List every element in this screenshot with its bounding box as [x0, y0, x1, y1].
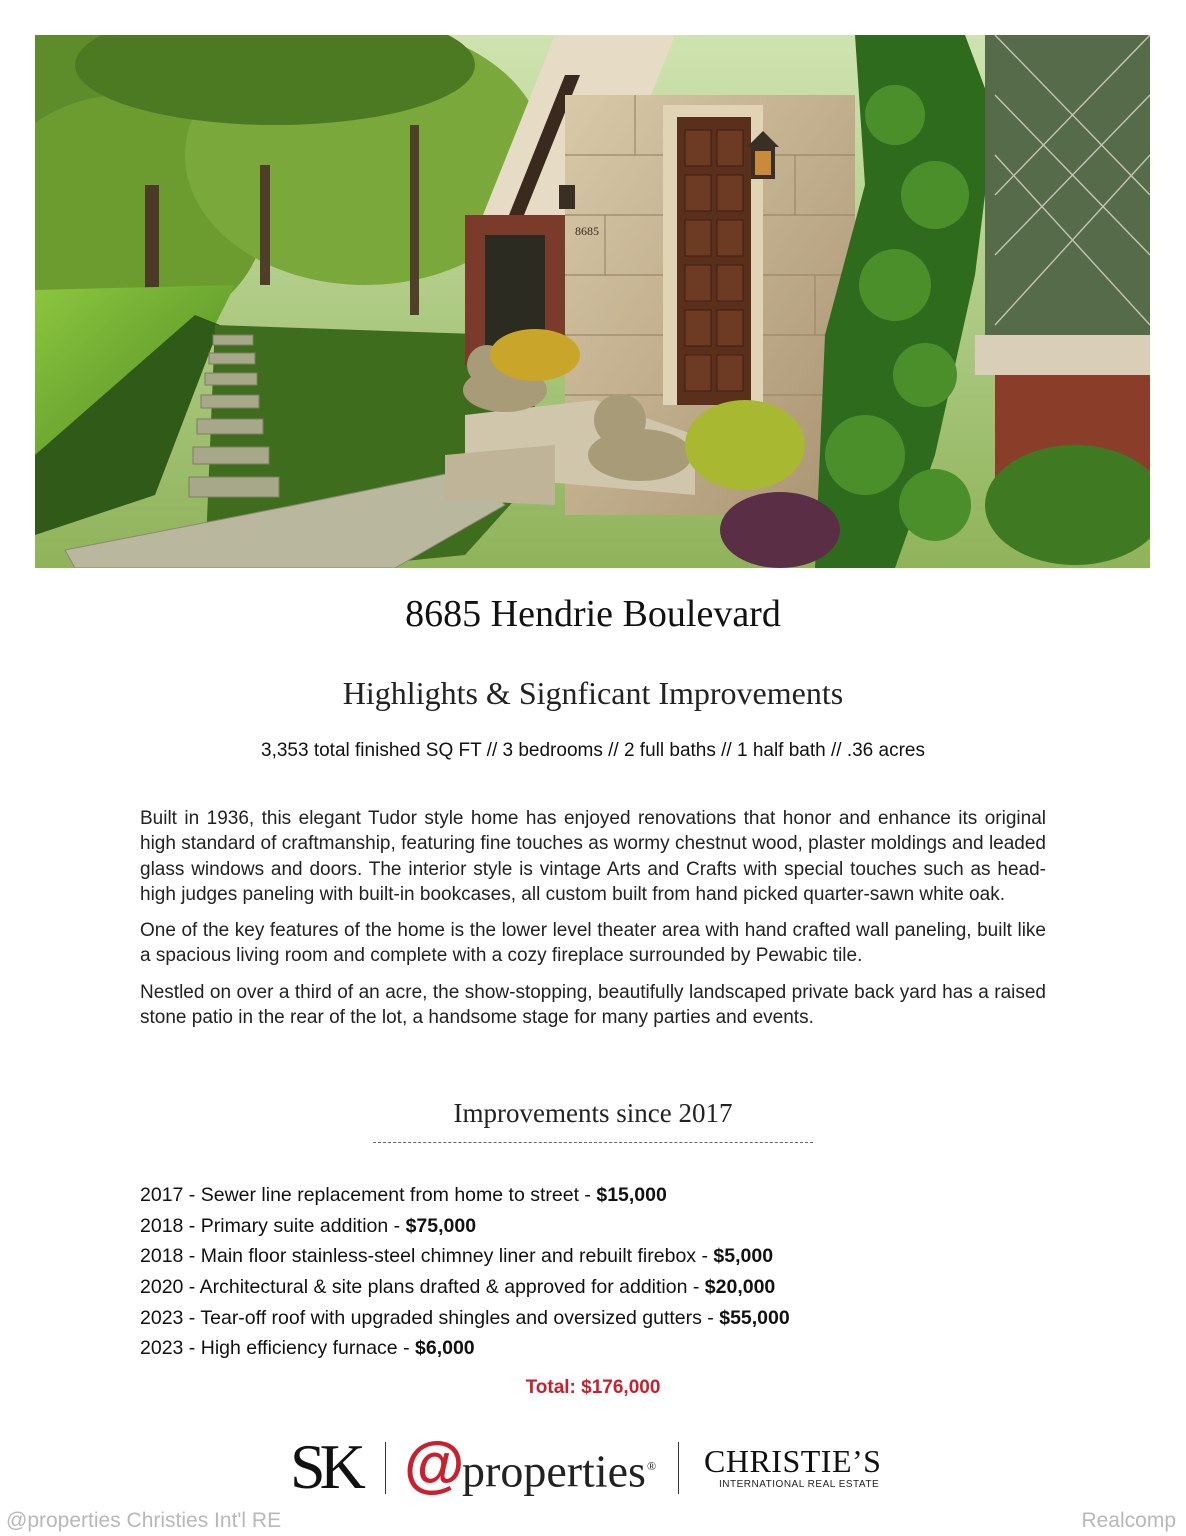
improvement-item: 2023 - High efficiency furnace - $6,000: [140, 1337, 475, 1360]
improvements-title: Improvements since 2017: [453, 1098, 733, 1128]
dashed-divider: [373, 1142, 813, 1143]
improvement-item: 2018 - Main floor stainless-steel chimney liner and rebuilt firebox - $5,000: [140, 1245, 774, 1268]
property-stats: 3,353 total finished SQ FT // 3 bedrooms // 2 full baths // 1 half bath // .36 acres: [261, 740, 925, 761]
improvements-list: [140, 1180, 1040, 1364]
watermark-right: Realcomp: [1081, 1509, 1176, 1532]
description-paragraph: Nestled on over a third of an acre, the show-stopping, beautifully landscaped private back yard has a raised stone patio in the rear of the lot, a handsome stage for many parties and events.: [140, 981, 1046, 1029]
property-title: 8685 Hendrie Boulevard: [405, 593, 781, 635]
description-paragraph: One of the key features of the home is the lower level theater area with hand crafted wall paneling, built like a spacious living room and complete with a cozy fireplace surrounded by Pewabic tile.: [140, 920, 1046, 967]
logo-divider: [385, 1442, 386, 1494]
section-subtitle: Highlights & Signficant Improvements: [342, 675, 844, 711]
house-photo: [35, 35, 1150, 568]
improvement-item: 2018 - Primary suite addition - $75,000: [140, 1214, 477, 1237]
brand-logos: [0, 1432, 1186, 1504]
watermark-left: @properties Christies Int'l RE: [6, 1509, 282, 1532]
house-number: 8685: [575, 224, 599, 238]
description: [140, 806, 1046, 1041]
improvement-item: 2017 - Sewer line replacement from home to street - $15,000: [140, 1184, 667, 1206]
improvements-total: Total: $176,000: [525, 1377, 661, 1398]
sk-logo: SK: [290, 1431, 360, 1502]
description-paragraph: Built in 1936, this elegant Tudor style home has enjoyed renovations that honor and enhance its original high standard of craftmanship, featuring fine touches as wormy chestnut wood, plaster moldings and leaded glass windows and doors. The interior style is vintage Arts and Crafts with special touches such as head-high judges paneling with built-in bookcases, all custom built from hand picked quarter-sawn white oak.: [140, 808, 1046, 905]
improvement-item: 2023 - Tear-off roof with upgraded shingles and oversized gutters - $55,000: [140, 1306, 790, 1329]
christies-logo-subtitle: INTERNATIONAL REAL ESTATE: [719, 1479, 880, 1490]
at-properties-logo-symbol: @: [404, 1430, 465, 1499]
logo-divider: [678, 1442, 679, 1494]
at-properties-logo: properties®: [462, 1445, 657, 1497]
improvement-item: 2020 - Architectural & site plans drafted & approved for addition - $20,000: [140, 1276, 776, 1299]
christies-logo: CHRISTIE’S: [704, 1443, 882, 1479]
